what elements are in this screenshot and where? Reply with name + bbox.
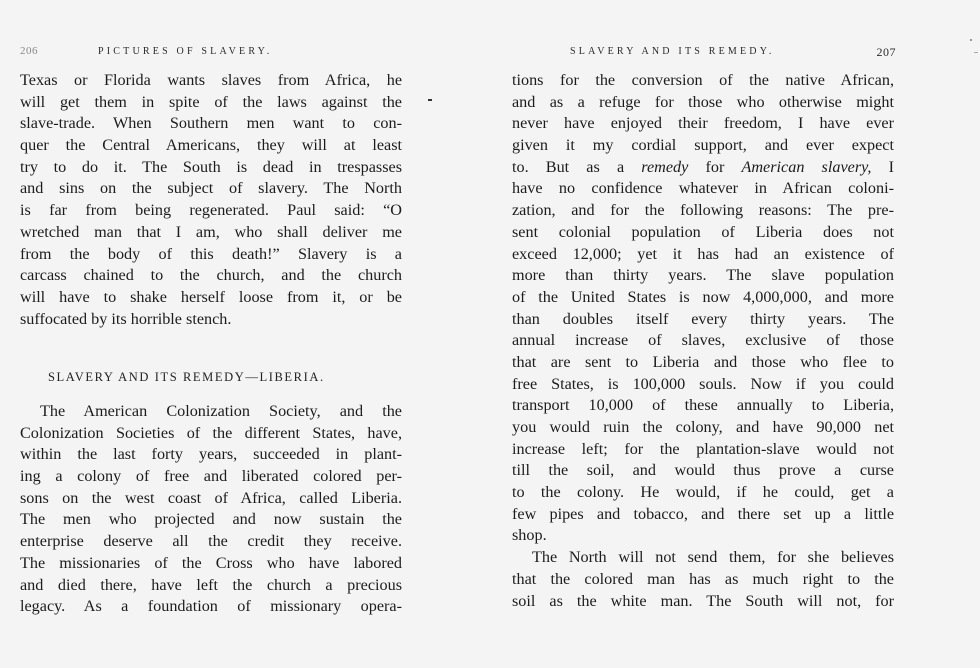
text-line: till the soil, and would thus prove a curse: [512, 461, 894, 480]
text-line: that are sent to Liberia and those who flee to: [512, 352, 894, 371]
text-line: Colonization Societies of the different States, have,: [20, 423, 402, 442]
running-head-title-left: PICTURES OF SLAVERY.: [98, 46, 273, 57]
text-line: within the last forty years, succeeded in plant-: [20, 445, 402, 464]
text-line: The missionaries of the Cross who have labored: [20, 553, 402, 572]
text-line: given it my cordial support, and ever expect: [512, 136, 894, 155]
right-paragraph-1: [512, 70, 894, 612]
text-line: sent colonial population of Liberia does not: [512, 222, 894, 241]
italic-american-slavery: American slavery,: [741, 157, 872, 176]
text-fragment: to. But as a: [512, 157, 642, 176]
text-line: free States, is 100,000 souls. Now if you could: [512, 374, 894, 393]
text-line: soil as the white man. The South will not, for: [512, 591, 894, 610]
text-fragment: for: [688, 157, 742, 176]
text-line: Texas or Florida wants slaves from Africa, he: [20, 71, 402, 89]
left-paragraph-1: [20, 70, 402, 330]
text-line: legacy. As a foundation of missionary opera-: [20, 597, 402, 616]
text-line: enterprise deserve all the credit they receive.: [20, 532, 402, 551]
page-number-left: 206: [20, 45, 38, 57]
text-line: than doubles itself every thirty years. The: [512, 309, 894, 328]
scan-speck: [428, 99, 432, 101]
text-line: will get them in spite of the laws against the: [20, 92, 402, 111]
text-line: The North will not send them, for she believes: [532, 548, 894, 567]
text-line: The men who projected and now sustain the: [20, 510, 402, 529]
text-line: tions for the conversion of the native African,: [512, 71, 894, 89]
text-line: more than thirty years. The slave population: [512, 266, 894, 285]
text-line: shop.: [512, 526, 547, 545]
left-running-head: [20, 46, 402, 60]
text-line: and died there, have left the church a precious: [20, 575, 402, 594]
section-heading: SLAVERY AND ITS REMEDY—LIBERIA.: [48, 370, 325, 384]
scan-speck: [970, 39, 972, 41]
text-line: to the colony. He would, if he could, get a: [512, 483, 894, 502]
text-line: annual increase of slaves, exclusive of those: [512, 331, 894, 350]
text-line: that the colored man has as much right to the: [512, 569, 894, 588]
text-line: and as a refuge for those who otherwise might: [512, 92, 894, 111]
text-line-with-italics: [512, 157, 894, 179]
italic-remedy: remedy: [641, 157, 689, 176]
text-line: is far from being regenerated. Paul said: “O: [20, 201, 402, 220]
text-line: have no confidence whatever in African coloni-: [512, 179, 894, 198]
text-line: The American Colonization Society, and the: [40, 402, 402, 420]
text-line: will have to shake herself loose from it, or be: [20, 287, 402, 306]
text-line: wretched man that I am, who shall deliver me: [20, 222, 402, 241]
scan-speck: [974, 52, 978, 53]
right-running-head: [512, 46, 894, 60]
text-line: few pipes and tobacco, and there set up a little: [512, 504, 894, 523]
text-line: carcass chained to the church, and the church: [20, 266, 402, 285]
text-line: increase left; for the plantation-slave would not: [512, 439, 894, 458]
text-line: try to do it. The South is dead in trespasses: [20, 157, 402, 176]
text-line: of the United States is now 4,000,000, and more: [512, 287, 894, 306]
text-line: quer the Central Americans, they will at least: [20, 136, 402, 155]
page-number-right: 207: [876, 45, 896, 59]
text-line: you would ruin the colony, and have 90,000 net: [512, 418, 894, 436]
text-line: slave-trade. When Southern men want to con-: [20, 114, 402, 133]
text-line: sons on the west coast of Africa, called Liberia.: [20, 488, 402, 507]
text-line: ing a colony of free and liberated colored per-: [20, 467, 402, 486]
text-line: from the body of this death!” Slavery is a: [20, 244, 402, 263]
text-line: zation, and for the following reasons: The pre-: [512, 201, 894, 220]
left-paragraph-2: [20, 401, 402, 618]
text-line: suffocated by its horrible stench.: [20, 309, 232, 328]
text-line: and sins on the subject of slavery. The North: [20, 179, 402, 198]
text-line: exceed 12,000; yet it has had an existence of: [512, 244, 894, 263]
text-line: transport 10,000 of these annually to Liberia,: [512, 396, 894, 415]
text-fragment: I: [871, 157, 894, 176]
text-line: never have enjoyed their freedom, I have ever: [512, 114, 894, 133]
running-head-title-right: SLAVERY AND ITS REMEDY.: [570, 46, 775, 57]
